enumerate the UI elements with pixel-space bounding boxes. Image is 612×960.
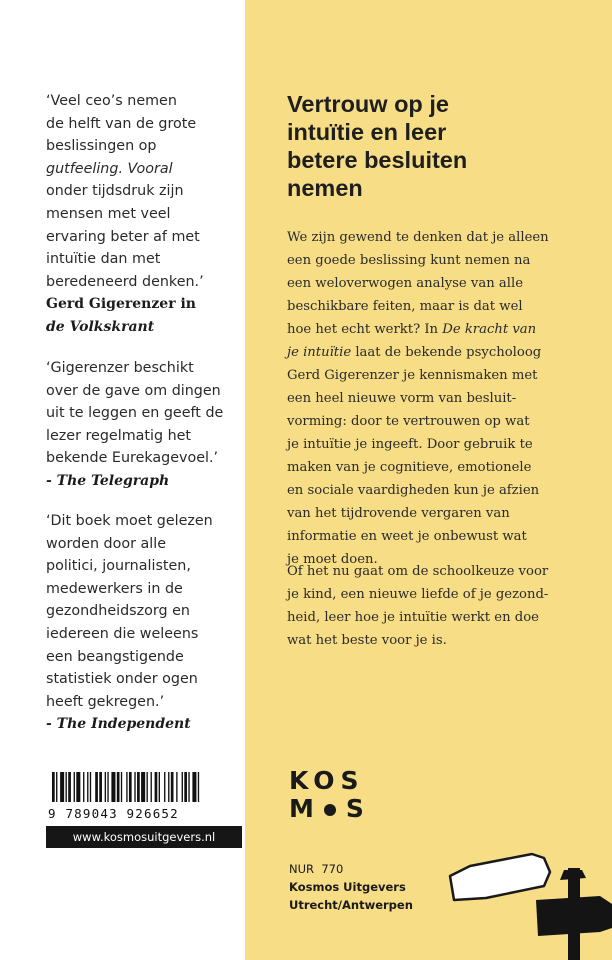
barcode-bar: [76, 772, 80, 802]
isbn-number: 9 789043 926652: [48, 806, 179, 821]
publisher-name-text: Kosmos Uitgevers: [289, 880, 406, 894]
quote-attribution-source: de Volkskrant: [46, 318, 155, 335]
publisher-name: [289, 878, 413, 896]
headline-line: nemen: [287, 175, 363, 201]
barcode-bar: [151, 772, 152, 802]
barcode-bar: [126, 772, 127, 802]
logo-row-top: KOS: [289, 766, 365, 795]
barcode-bar: [192, 772, 196, 802]
body-line: [287, 318, 587, 341]
barcode-bar: [68, 772, 71, 802]
kosmos-logo: [289, 767, 370, 823]
quote-line: een beangstigende: [46, 648, 184, 665]
quote-line: statistiek onder ogen: [46, 671, 198, 688]
quote-attribution: - The Independent: [46, 716, 191, 733]
quote-attribution: Gerd Gigerenzer in: [46, 296, 196, 313]
quote-attribution: - The Telegraph: [46, 472, 170, 489]
body-line: en sociale vaardigheden kun je afzien: [287, 483, 540, 498]
body-line: beschikbare feiten, maar is dat wel: [287, 299, 523, 314]
quote-line: iedereen die weleens: [46, 625, 199, 642]
barcode-bar: [137, 772, 140, 802]
nur-line: [289, 860, 413, 878]
barcode-bar: [60, 772, 64, 802]
quote-line: gezondheidszorg en: [46, 603, 190, 620]
barcode-bar: [182, 772, 183, 802]
quote-line: ‘Dit boek moet gelezen: [46, 513, 213, 529]
quote-line: de helft van de grote: [46, 115, 197, 132]
barcode-bar: [188, 772, 189, 802]
barcode-bar: [52, 772, 55, 802]
barcode-bar: [198, 772, 199, 802]
barcode-bar: [90, 772, 91, 802]
barcode-bar: [129, 772, 132, 802]
publisher-info: [289, 860, 413, 914]
nur-code: 770: [321, 862, 344, 876]
body-line: wat het beste voor je is.: [287, 633, 447, 648]
quote-line: intuïtie dan met: [46, 251, 161, 268]
body-line: vorming: door te vertrouwen op wat: [287, 414, 530, 429]
headline-line: Vertrouw op je: [287, 91, 449, 117]
quote-line: heeft gekregen.’: [46, 693, 165, 710]
quote-line: worden door alle: [46, 535, 167, 552]
barcode-bar: [159, 772, 160, 802]
logo-letter: S: [345, 794, 370, 823]
signpost-arrow-left-icon: [450, 854, 550, 900]
body-line: je moet doen.: [287, 552, 378, 567]
book-title-italic: je intuïtie: [287, 345, 352, 360]
barcode-bar: [56, 772, 57, 802]
signpost-cap: [560, 870, 586, 880]
barcode-bar: [147, 772, 148, 802]
quote-independent: [46, 510, 241, 736]
quote-line: ‘Gigerenzer beschikt: [46, 360, 194, 376]
quote-line: politici, journalisten,: [46, 558, 191, 575]
barcode-bar: [155, 772, 158, 802]
body-line: [287, 341, 587, 364]
quote-line: lezer regelmatig het: [46, 427, 192, 444]
barcode-bar: [176, 772, 177, 802]
barcode-bar: [164, 772, 165, 802]
logo-dot-icon: [324, 804, 336, 816]
body-text: hoe het echt werkt? In: [287, 322, 443, 337]
quote-line: ‘Veel ceo’s nemen: [46, 93, 177, 109]
body-line: Of het nu gaat om de schoolkeuze voor: [287, 564, 549, 579]
barcode-bar: [74, 772, 75, 802]
back-cover-left-panel: [0, 0, 245, 960]
body-line: We zijn gewend te denken dat je alleen: [287, 230, 549, 245]
quote-line: ervaring beter af met: [46, 228, 200, 245]
barcode-bar: [141, 772, 145, 802]
body-line: Gerd Gigerenzer je kennismaken met: [287, 368, 538, 383]
barcode-bar: [107, 772, 108, 802]
quote-line: mensen met veel: [46, 205, 171, 222]
quote-line: beslissingen op: [46, 138, 157, 155]
quote-line: bekende Eurekagevoel.’: [46, 450, 219, 467]
blurb-paragraph-1: [287, 226, 587, 571]
body-line: een heel nieuwe vorm van besluit-: [287, 391, 517, 406]
logo-row-bottom: [289, 795, 370, 823]
barcode-bar: [121, 772, 122, 802]
quote-line: gutfeeling. Vooral: [46, 160, 173, 177]
barcode-bar: [95, 772, 98, 802]
quote-volkskrant: [46, 90, 241, 339]
book-title-italic: De kracht van: [442, 322, 537, 337]
barcode-bar: [168, 772, 169, 802]
barcode-bar: [105, 772, 106, 802]
body-line: een weloverwogen analyse van alle: [287, 276, 524, 291]
isbn-barcode: [46, 770, 242, 878]
blurb-headline: [287, 90, 587, 202]
quote-line: over de gave om dingen: [46, 382, 221, 399]
quote-telegraph: [46, 357, 241, 493]
barcode-bar: [83, 772, 84, 802]
barcode-bar: [99, 772, 102, 802]
signpost-arrow-right-icon: [536, 896, 612, 936]
headline-line: intuïtie en leer: [287, 119, 447, 145]
barcode-bar: [171, 772, 174, 802]
barcode-bars: [46, 770, 242, 804]
body-line: informatie en weet je onbewust wat: [287, 529, 527, 544]
barcode-bar: [134, 772, 135, 802]
quote-line: uit te leggen en geeft de: [46, 405, 224, 422]
barcode-bar: [111, 772, 115, 802]
body-text: laat de bekende psycholoog: [351, 345, 542, 360]
signpost-illustration: [440, 848, 612, 960]
barcode-bar: [87, 772, 88, 802]
body-line: je intuïtie je ingeeft. Door gebruik te: [287, 437, 533, 452]
barcode-bar: [66, 772, 67, 802]
barcode-bar: [117, 772, 120, 802]
nur-label: NUR: [289, 862, 315, 876]
barcode-bar: [184, 772, 187, 802]
body-line: een goede beslissing kunt nemen na: [287, 253, 531, 268]
headline-line: betere besluiten: [287, 147, 468, 173]
publisher-website: www.kosmosuitgevers.nl: [46, 826, 242, 848]
body-line: je kind, een nieuwe liefde of je gezond-: [287, 587, 549, 602]
body-line: van het tijdrovende vergaren van: [287, 506, 510, 521]
blurb-paragraph-2: [287, 560, 587, 652]
quote-line: beredeneerd denken.’: [46, 273, 204, 290]
body-line: maken van je cognitieve, emotionele: [287, 460, 532, 475]
body-line: heid, leer hoe je intuïtie werkt en doe: [287, 610, 539, 625]
quote-line: medewerkers in de: [46, 580, 183, 597]
quote-line: onder tijdsdruk zijn: [46, 183, 184, 200]
logo-letter: M: [289, 794, 320, 823]
publisher-location: [289, 896, 413, 914]
publisher-location-text: Utrecht/Antwerpen: [289, 898, 413, 912]
